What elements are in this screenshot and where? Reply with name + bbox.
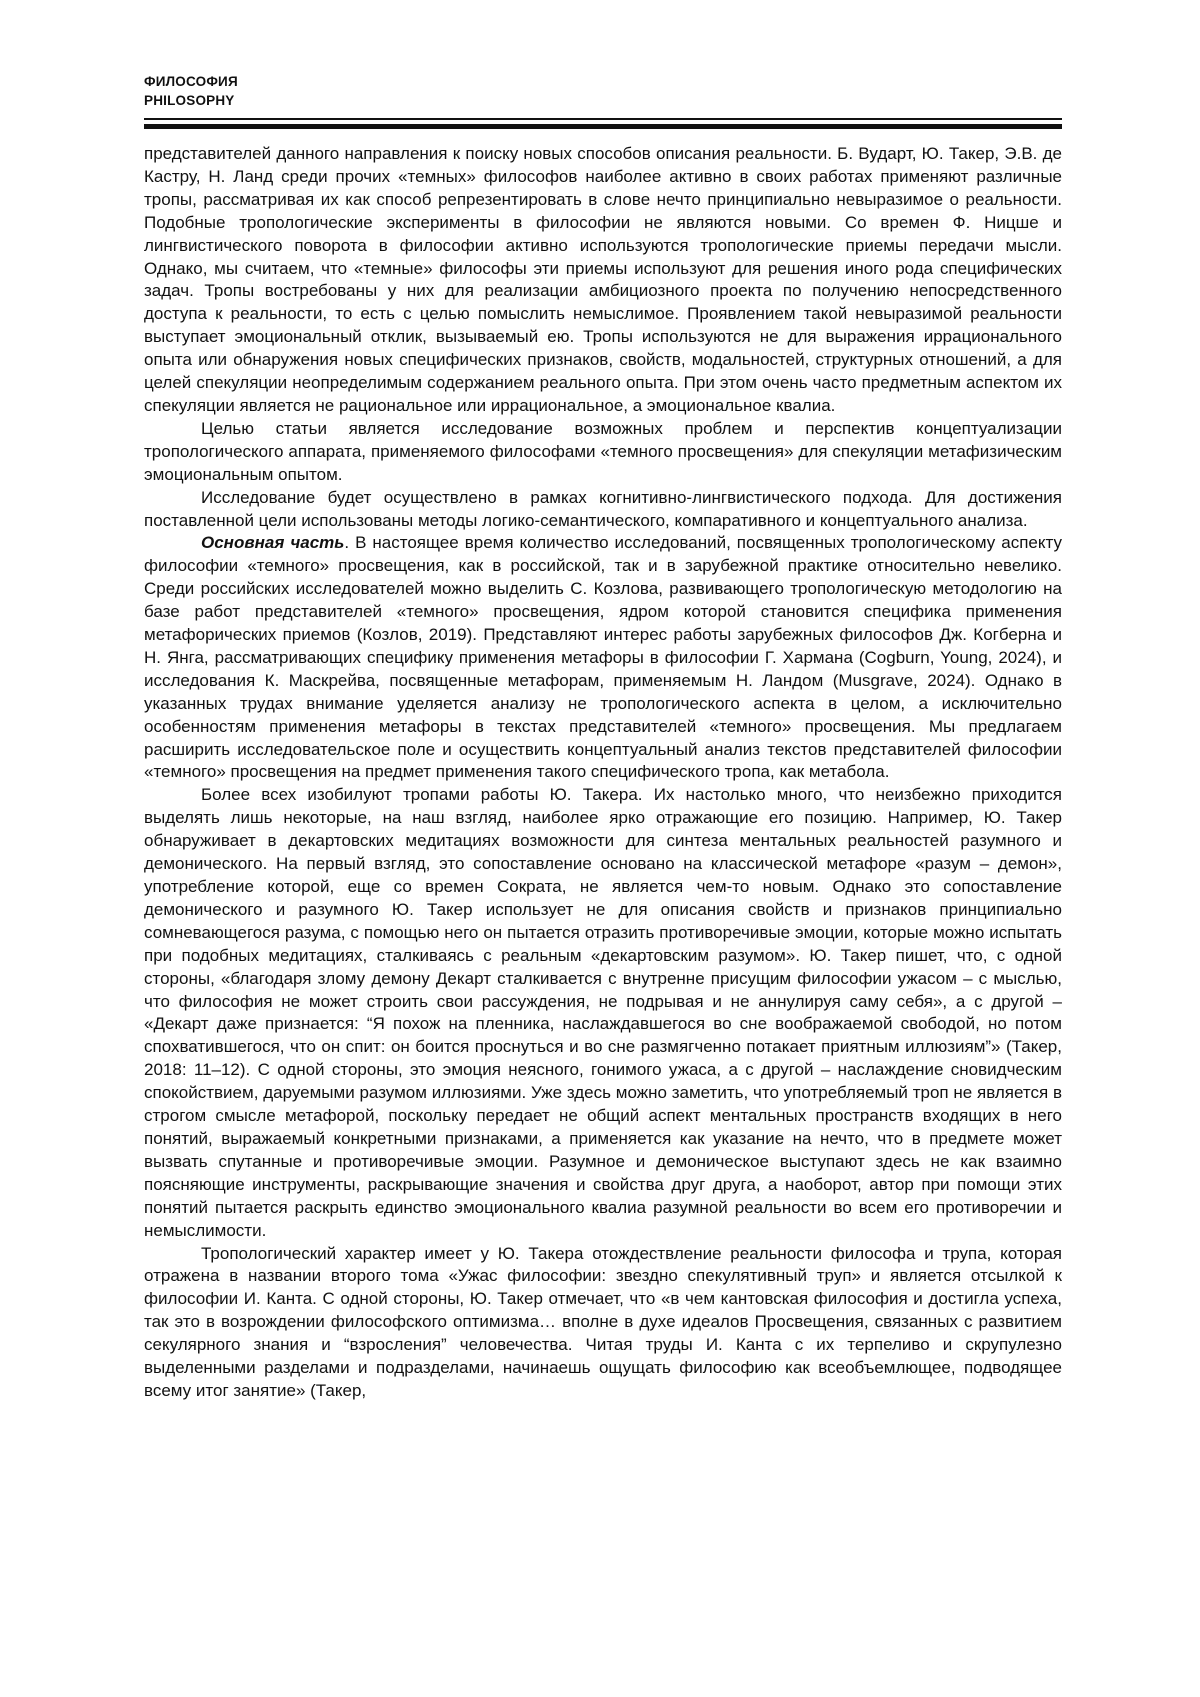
paragraph-tucker-tropes: Более всех изобилуют тропами работы Ю. Такера. Их настолько много, что неизбежно приходится выделять лишь некоторые, на наш взгляд, наиболее ярко отражающие его позицию. Например, Ю. Такер обнаруживает в декартовских медитациях возможности для синтеза ментальных реальностей разумного и демонического. На первый взгляд, это сопоставление основано на классической метафоре «разум – демон», употребление которой, еще со времен Сократа, не является чем-то новым. Однако это сопоставление демонического и разумного Ю. Такер использует не для описания свойств и признаков принципиально сомневающегося разума, с помощью него он пытается отразить противоречивые эмоции, которые можно испытать при подобных медитациях, сталкиваясь с реальным «декартовским разумом». Ю. Такер пишет, что, с одной стороны, «благодаря злому демону Декарт сталкивается с внутренне присущим философии ужасом – с мыслью, что философия не может строить свои рассуждения, не подрывая и не аннулируя саму себя», а с другой – «Декарт даже признается: “Я похож на пленника, наслаждавшегося во сне воображаемой свободой, но потом спохватившегося, что он спит: он боится проснуться и во сне размягченно потакает приятным иллюзиям”» (Такер, 2018: 11–12). С одной стороны, это эмоция неясного, гонимого ужаса, а с другой – наслаждение сновидческим спокойствием, даруемыми разумом иллюзиями. Уже здесь можно заметить, что употребляемый троп не является в строгом смысле метафорой, поскольку передает не общий аспект ментальных пространств входящих в него понятий, выражаемый конкретными признаками, а применяется как указание на нечто, что в предмете может вызвать спутанные и противоречивые эмоции. Разумное и демоническое выступают здесь не как взаимно поясняющие инструменты, раскрывающие значения и свойства друг друга, а наоборот, автор при помощи этих понятий пытается раскрыть единство эмоционального квалиа разумной реальности во всем его противоречии и немыслимости. <box>144 785 1062 1240</box>
paragraph-main-part <box>144 532 1062 784</box>
paragraph-method: Исследование будет осуществлено в рамках когнитивно-лингвистического подхода. Для достижения поставленной цели использованы методы логико-семантического, компаративного и концептуального анализа. <box>144 487 1062 530</box>
section-title-ru: ФИЛОСОФИЯ <box>144 74 238 89</box>
paragraph-continuation: представителей данного направления к поиску новых способов описания реальности. Б. Вударт, Ю. Такер, Э.В. де Кастру, Н. Ланд среди прочих «темных» философов наиболее активно в своих работах применяют различные тропы, рассматривая их как способ репрезентировать в слове нечто принципиально невыразимое о реальности. Подобные тропологические эксперименты в философии не являются новыми. Со времен Ф. Ницше и лингвистического поворота в философии активно используются тропологические приемы передачи мысли. Однако, мы считаем, что «темные» философы эти приемы используют для решения иного рода специфических задач. Тропы востребованы у них для реализации амбициозного проекта по получению непосредственного доступа к реальности, то есть с целью помыслить немыслимое. Проявлением такой невыразимой реальности выступает эмоциональный отклик, вызываемый ею. Тропы используются не для выражения иррационального опыта или обнаружения новых специфических признаков, свойств, модальностей, структурных отношений, а для целей спекуляции неопределимым содержанием реального опыта. При этом очень часто предметным аспектом их спекуляции является не рациональное или иррациональное, а эмоциональное квалиа. <box>144 144 1062 415</box>
header-rule-thick <box>144 124 1062 129</box>
section-title-en: PHILOSOPHY <box>144 93 235 108</box>
header-rule-thin <box>144 118 1062 120</box>
main-part-text: . В настоящее время количество исследований, посвященных тропологическому аспекту философии «темного» просвещения, как в российской, так и в зарубежной практике относительно невелико. Среди российских исследователей можно выделить С. Козлова, развивающего тропологическую методологию на базе работ представителей «темного» просвещения, ядром которой становится специфика применения метафорических приемов (Козлов, 2019). Представляют интерес работы зарубежных философов Дж. Когберна и Н. Янга, рассматривающих специфику применения метафоры в философии Г. Хармана (Cogburn, Young, 2024), и исследования К. Маскрейва, посвященные метафорам, применяемым Н. Ландом (Musgrave, 2024). Однако в указанных трудах внимание уделяется анализу не тропологического аспекта в целом, а исключительно особенностям применения метафоры в текстах представителей «темного» просвещения. Мы предлагаем расширить исследовательское поле и осуществить концептуальный анализ текстов представителей философии «темного» просвещения на предмет применения такого специфического тропа, как метабола. <box>144 533 1062 782</box>
running-header <box>144 72 238 110</box>
paragraph-tucker-corpse: Тропологический характер имеет у Ю. Такера отождествление реальности философа и трупа, которая отражена в названии второго тома «Ужас философии: звездно спекулятивный труп» и является отсылкой к философии И. Канта. С одной стороны, Ю. Такер отмечает, что «в чем кантовская философия и достигла успеха, так это в возрождении философского оптимизма… вполне в духе идеалов Просвещения, связанных с развитием секулярного знания и “взросления” человечества. Читая труды И. Канта с их терпеливо и скрупулезно выделенными разделами и подразделами, начинаешь ощущать философию как всеобъемлющее, подводящее всему итог занятие» (Такер, <box>144 1243 1062 1400</box>
article-body <box>144 143 1062 1403</box>
main-part-heading: Основная часть <box>201 533 345 553</box>
paragraph-aim: Целью статьи является исследование возможных проблем и перспектив концептуализации тропологического аппарата, применяемого философами «темного просвещения» для спекуляции метафизическим эмоциональным опытом. <box>144 418 1062 484</box>
